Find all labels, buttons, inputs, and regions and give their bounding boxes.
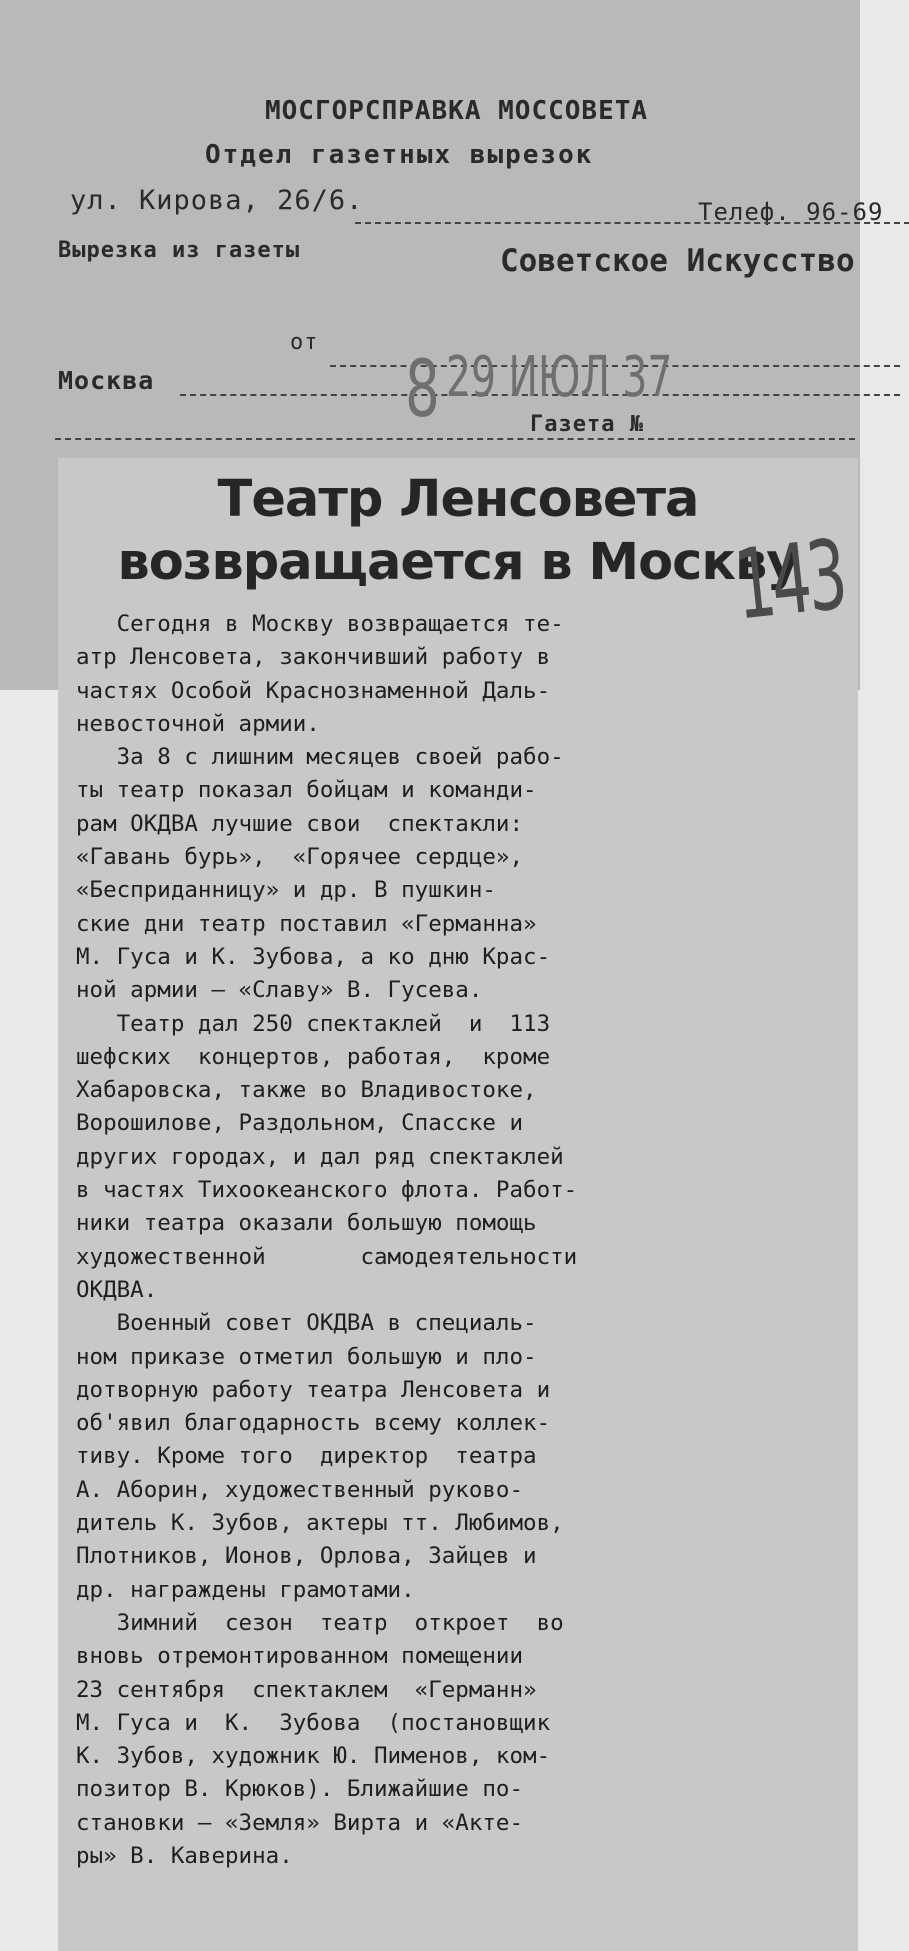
article-line: Военный совет ОКДВА в специаль-	[76, 1310, 537, 1337]
date-stamp-date: 29 ИЮЛ 37	[446, 345, 673, 410]
article-line: других городах, и дал ряд спектаклей	[76, 1143, 564, 1170]
article-line: ном приказе отметил большую и пло-	[76, 1343, 537, 1370]
article-line: ОКДВА.	[76, 1276, 158, 1303]
article-title-line-1: Театр Ленсовета	[217, 470, 699, 529]
city-label: Москва	[58, 366, 155, 395]
article-line: М. Гуса и К. Зубова, а ко дню Крас-	[76, 943, 551, 970]
bureau-phone: Телеф. 96-69	[698, 198, 884, 226]
article-line: об'явил благодарность всему коллек-	[76, 1410, 551, 1437]
bottom-divider-line	[55, 438, 855, 440]
article-line: Театр дал 250 спектаклей и 113	[76, 1010, 551, 1037]
article-line: вновь отремонтированном помещении	[76, 1643, 524, 1670]
article-line: позитор В. Крюков). Ближайшие по-	[76, 1776, 524, 1803]
bureau-name: МОСГОРСПРАВКА МОССОВЕТА	[265, 96, 649, 126]
article-line: атр Ленсовета, закончивший работу в	[76, 644, 551, 671]
article-line: дотворную работу театра Ленсовета и	[76, 1376, 551, 1403]
article-body	[76, 608, 766, 1873]
bureau-address: ул. Кирова, 26/6.	[70, 185, 364, 216]
article-line: др. награждены грамотами.	[76, 1576, 415, 1603]
article-line: А. Аборин, художественный руково-	[76, 1476, 524, 1503]
article-line: ной армии — «Славу» В. Гусева.	[76, 977, 483, 1004]
article-line: Зимний сезон театр откроет во	[76, 1609, 564, 1636]
date-from-label: от	[290, 330, 319, 355]
article-line: дитель К. Зубов, актеры тт. Любимов,	[76, 1510, 564, 1537]
article-line: ские дни театр поставил «Германна»	[76, 910, 537, 937]
article-line: К. Зубов, художник Ю. Пименов, ком-	[76, 1743, 551, 1770]
article-line: За 8 с лишним месяцев своей рабо-	[76, 744, 564, 771]
article-line: ники театра оказали большую помощь	[76, 1210, 537, 1237]
handwritten-number: 143	[730, 518, 849, 642]
article-line: Сегодня в Москву возвращается те-	[76, 611, 564, 637]
article-line: шефских концертов, работая, кроме	[76, 1043, 551, 1070]
article-line: становки — «Земля» Вирта и «Акте-	[76, 1809, 524, 1836]
article-line: Хабаровска, также во Владивостоке,	[76, 1077, 537, 1104]
article-line: Ворошилове, Раздольном, Спасске и	[76, 1110, 524, 1137]
divider-line	[355, 222, 909, 224]
article-line: М. Гуса и К. Зубова (постановщик	[76, 1709, 551, 1736]
article-line: «Бесприданницу» и др. В пушкин-	[76, 877, 496, 904]
article-line: ры» В. Каверина.	[76, 1842, 293, 1869]
slip-edge	[860, 0, 909, 690]
article-line: тиву. Кроме того директор театра	[76, 1443, 537, 1470]
article-line: невосточной армии.	[76, 710, 320, 737]
department-name: Отдел газетных вырезок	[205, 140, 594, 170]
article-line: в частях Тихоокеанского флота. Работ-	[76, 1177, 578, 1204]
gazeta-number-label: Газета №	[530, 412, 644, 437]
article-line: Плотников, Ионов, Орлова, Зайцев и	[76, 1543, 537, 1570]
article-line: ты театр показал бойцам и команди-	[76, 777, 537, 804]
article-line: художественной самодеятельности	[76, 1243, 578, 1270]
article-line: рам ОКДВА лучшие свои спектакли:	[76, 810, 524, 837]
cutting-from-label: Вырезка из газеты	[58, 238, 301, 263]
article-line: «Гавань бурь», «Горячее сердце»,	[76, 844, 524, 871]
newspaper-clipping	[58, 458, 858, 1951]
date-stamp-number: 8	[405, 345, 440, 435]
article-line: частях Особой Краснознаменной Даль-	[76, 677, 551, 704]
article-title-line-2: возвращается в Москву	[117, 533, 799, 592]
article-line: 23 сентября спектаклем «Германн»	[76, 1676, 537, 1703]
newspaper-name: Советское Искусство	[500, 243, 855, 279]
